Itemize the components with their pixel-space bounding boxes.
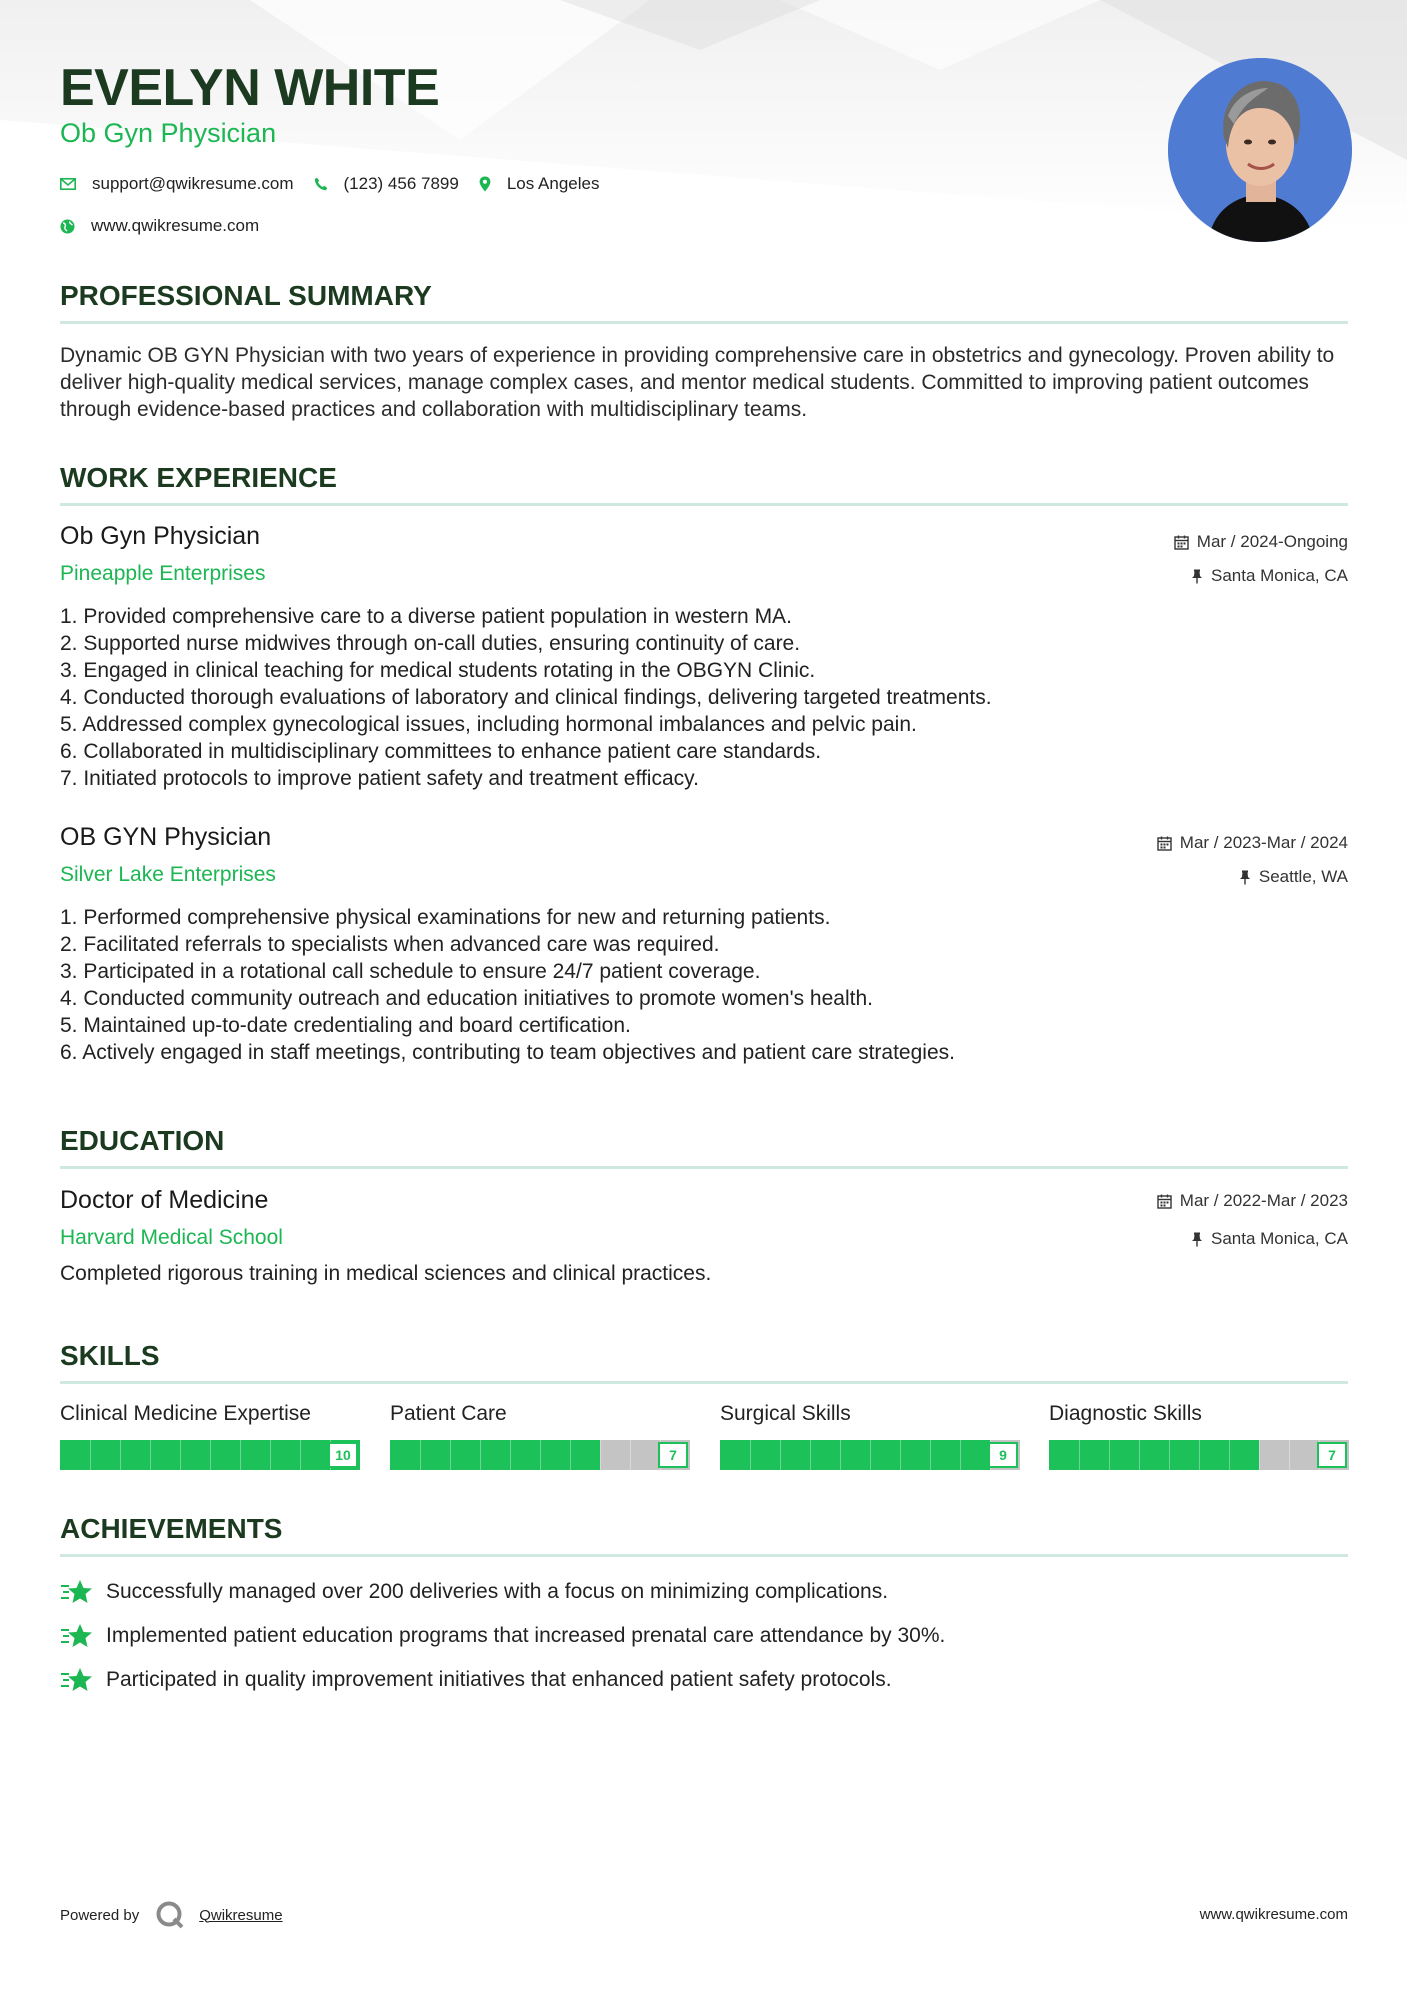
skill-bar-segment xyxy=(600,1440,601,1470)
skill-bar-segment xyxy=(1199,1440,1200,1470)
pushpin-icon xyxy=(1191,569,1203,584)
experience-heading: WORK EXPERIENCE xyxy=(60,462,337,493)
list-item: 2. Facilitated referrals to specialists when advanced care was required. xyxy=(60,933,720,956)
map-pin-icon xyxy=(479,176,491,192)
skill-label: Patient Care xyxy=(390,1402,507,1425)
skill-score: 7 xyxy=(1317,1442,1347,1468)
skill-bar-segment xyxy=(1259,1440,1260,1470)
skill-bar-segment xyxy=(570,1440,571,1470)
phone-icon xyxy=(314,177,328,191)
skill-score: 7 xyxy=(658,1442,688,1468)
education-description: Completed rigorous training in medical sciences and clinical practices. xyxy=(60,1262,712,1285)
skill-bar-segment xyxy=(630,1440,631,1470)
list-item: 3. Engaged in clinical teaching for medical students rotating in the OBGYN Clinic. xyxy=(60,659,816,682)
powered-by-text: Powered by xyxy=(60,1906,140,1924)
skills-heading: SKILLS xyxy=(60,1340,160,1371)
job-location xyxy=(1191,566,1348,586)
calendar-icon xyxy=(1174,535,1189,550)
list-item: 5. Maintained up-to-date credentialing and board certification. xyxy=(60,1014,631,1037)
summary-text: Dynamic OB GYN Physician with two years of experience in providing comprehensive care in obstetrics and gynecology. Proven ability to deliver high-quality medical services, manage complex cases, and mentor medical students. Committed to improving patient outcomes through evidence-based practices and collaboration with multidisciplinary teams. xyxy=(60,344,1335,421)
skill-bar-segment xyxy=(780,1440,781,1470)
website-text: www.qwikresume.com xyxy=(91,216,260,235)
skill-bar-segment xyxy=(210,1440,211,1470)
job-company: Pineapple Enterprises xyxy=(60,562,266,585)
achievements-divider xyxy=(60,1554,1348,1557)
skill-bar-segment xyxy=(420,1440,421,1470)
pushpin-icon xyxy=(1239,870,1251,885)
contact-website[interactable] xyxy=(60,216,259,236)
skill-bar-segment xyxy=(150,1440,151,1470)
skill-bar-fill xyxy=(390,1440,600,1470)
skill-bar-fill xyxy=(720,1440,990,1470)
pushpin-icon xyxy=(1191,1232,1203,1247)
qwikresume-logo-icon xyxy=(155,1900,185,1930)
skill-bar-segment xyxy=(1109,1440,1110,1470)
skill-item xyxy=(60,1402,360,1463)
list-item: 4. Conducted thorough evaluations of laboratory and clinical findings, delivering targeted treatments. xyxy=(60,686,992,709)
education-location-text: Santa Monica, CA xyxy=(1210,1229,1348,1248)
job-title: Ob Gyn Physician xyxy=(60,522,261,550)
summary-heading: PROFESSIONAL SUMMARY xyxy=(60,280,432,311)
star-award-icon xyxy=(60,1666,94,1694)
phone-text: (123) 456 7899 xyxy=(343,174,459,193)
achievement-item xyxy=(60,1578,888,1606)
skill-bar-segment xyxy=(960,1440,961,1470)
contact-location xyxy=(479,174,600,194)
footer-powered-by xyxy=(60,1900,283,1930)
job-location-text: Seattle, WA xyxy=(1258,867,1348,886)
skill-label: Diagnostic Skills xyxy=(1049,1402,1202,1425)
skill-bar-segment xyxy=(870,1440,871,1470)
job-title: OB GYN Physician xyxy=(60,823,272,851)
list-item: 7. Initiated protocols to improve patient safety and treatment efficacy. xyxy=(60,767,699,790)
skill-bar-segment xyxy=(930,1440,931,1470)
skill-item xyxy=(390,1402,690,1463)
list-item: 6. Actively engaged in staff meetings, contributing to team objectives and patient care strategies. xyxy=(60,1041,955,1064)
calendar-icon xyxy=(1157,836,1172,851)
globe-icon xyxy=(60,219,75,234)
skill-bar-segment xyxy=(1289,1440,1290,1470)
skill-bar-segment xyxy=(900,1440,901,1470)
experience-divider xyxy=(60,503,1348,506)
job-date xyxy=(1174,532,1348,552)
school-name: Harvard Medical School xyxy=(60,1226,283,1249)
profile-photo xyxy=(1168,58,1352,242)
job-date-text: Mar / 2024-Ongoing xyxy=(1196,532,1348,551)
envelope-icon xyxy=(60,178,76,190)
achievement-text: Implemented patient education programs that increased prenatal care attendance by 30%. xyxy=(106,1624,946,1647)
skill-item xyxy=(1049,1402,1349,1463)
skill-bar-segment xyxy=(750,1440,751,1470)
achievement-item xyxy=(60,1622,945,1650)
list-item: 4. Conducted community outreach and education initiatives to promote women's health. xyxy=(60,987,873,1010)
education-heading: EDUCATION xyxy=(60,1125,225,1156)
skill-bar-segment xyxy=(180,1440,181,1470)
skill-bar-segment xyxy=(840,1440,841,1470)
skill-bar-fill xyxy=(1049,1440,1259,1470)
profile-portrait-image xyxy=(1168,58,1352,242)
skill-bar-segment xyxy=(1169,1440,1170,1470)
skill-bar-segment xyxy=(510,1440,511,1470)
achievement-text: Successfully managed over 200 deliveries with a focus on minimizing complications. xyxy=(106,1580,889,1603)
skills-divider xyxy=(60,1381,1348,1384)
skill-bar-segment xyxy=(90,1440,91,1470)
education-date xyxy=(1157,1191,1348,1211)
calendar-icon xyxy=(1157,1194,1172,1209)
job-date-text: Mar / 2023-Mar / 2024 xyxy=(1179,833,1348,852)
skill-item xyxy=(720,1402,1020,1463)
skill-bar-segment xyxy=(240,1440,241,1470)
skill-bar-segment xyxy=(450,1440,451,1470)
skill-bar xyxy=(390,1440,690,1470)
skill-label: Surgical Skills xyxy=(720,1402,851,1425)
candidate-role: Ob Gyn Physician xyxy=(60,118,277,148)
contact-row-2 xyxy=(60,216,279,236)
education-date-text: Mar / 2022-Mar / 2023 xyxy=(1179,1191,1348,1210)
candidate-name: EVELYN WHITE xyxy=(60,59,440,117)
skill-bar xyxy=(60,1440,360,1470)
list-item: 2. Supported nurse midwives through on-call duties, ensuring continuity of care. xyxy=(60,632,801,655)
footer-website-link[interactable]: www.qwikresume.com xyxy=(1199,1906,1348,1923)
achievements-heading: ACHIEVEMENTS xyxy=(60,1513,283,1544)
skill-score: 10 xyxy=(328,1442,358,1468)
job-location-text: Santa Monica, CA xyxy=(1210,566,1348,585)
email-text: support@qwikresume.com xyxy=(92,174,294,193)
brand-link[interactable]: Qwikresume xyxy=(199,1906,283,1924)
skill-bar-segment xyxy=(120,1440,121,1470)
degree-title: Doctor of Medicine xyxy=(60,1186,269,1214)
skill-bar-segment xyxy=(810,1440,811,1470)
summary-divider xyxy=(60,321,1348,324)
achievement-item xyxy=(60,1666,892,1694)
skill-bar-segment xyxy=(540,1440,541,1470)
achievement-text: Participated in quality improvement initiatives that enhanced patient safety protocols. xyxy=(106,1668,892,1691)
contact-phone[interactable] xyxy=(314,174,459,194)
list-item: 1. Performed comprehensive physical examinations for new and returning patients. xyxy=(60,906,831,929)
skill-bar-segment xyxy=(480,1440,481,1470)
contact-email[interactable] xyxy=(60,174,294,194)
education-location xyxy=(1191,1229,1348,1249)
job-location xyxy=(1239,867,1348,887)
job-bullets xyxy=(60,904,955,1066)
list-item: 5. Addressed complex gynecological issues, including hormonal imbalances and pelvic pain. xyxy=(60,713,917,736)
skill-bar-segment xyxy=(270,1440,271,1470)
skill-score: 9 xyxy=(988,1442,1018,1468)
education-divider xyxy=(60,1166,1348,1169)
job-company: Silver Lake Enterprises xyxy=(60,863,276,886)
job-date xyxy=(1157,833,1348,853)
skill-bar-segment xyxy=(1229,1440,1230,1470)
skill-bar xyxy=(1049,1440,1349,1470)
job-bullets xyxy=(60,603,992,792)
skill-label: Clinical Medicine Expertise xyxy=(60,1402,311,1425)
star-award-icon xyxy=(60,1578,94,1606)
list-item: 1. Provided comprehensive care to a diverse patient population in western MA. xyxy=(60,605,792,628)
skill-bar-segment xyxy=(1079,1440,1080,1470)
skill-bar-segment xyxy=(1139,1440,1140,1470)
skill-bar-segment xyxy=(300,1440,301,1470)
skill-bar xyxy=(720,1440,1020,1470)
contact-row-1 xyxy=(60,174,619,194)
location-text: Los Angeles xyxy=(506,174,600,193)
star-award-icon xyxy=(60,1622,94,1650)
list-item: 6. Collaborated in multidisciplinary committees to enhance patient care standards. xyxy=(60,740,822,763)
list-item: 3. Participated in a rotational call schedule to ensure 24/7 patient coverage. xyxy=(60,960,761,983)
